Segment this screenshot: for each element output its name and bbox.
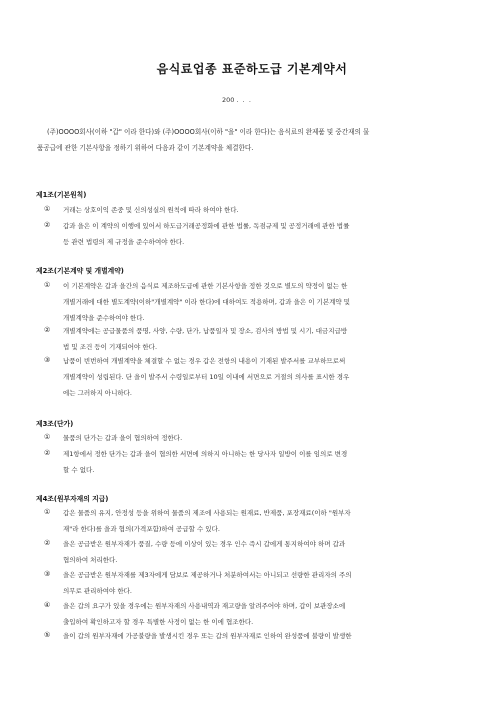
item-number: ① [44,433,51,441]
item-number: ② [44,449,51,457]
item-text-line: 등 관련 법령의 제 규정을 준수하여야 한다. [63,238,185,246]
item-text-line: 할 수 없다. [63,466,95,474]
item-text-line: 출입하여 확인하고자 할 경우 특별한 사정이 없는 한 이에 협조한다. [63,618,254,626]
item-text-line: 을이 갑의 원부자재에 가공불량을 발생시킨 경우 또는 갑의 원부자재로 인하여 완성품에 불량이 발생한 [63,632,352,640]
item-text-line: 개별계약이 성립된다. 단 을이 발주서 수령일로부터 10일 이내에 서면으로 거절의 의사를 표시한 경우 [63,373,350,381]
item-text-line: 협의하여 처리한다. [63,556,118,564]
contract-date: 200 . . . [222,96,251,104]
item-text-line: 물품의 단가는 갑과 을이 협의하여 정한다. [63,434,183,442]
item-text-line: 을은 공급받은 원부자재를 제3자에게 담보로 제공하거나 처분하여서는 아니되고 선량한 관리자의 주의 [63,571,352,579]
item-number: ② [44,539,51,547]
item-text-line: 납품이 빈번하여 개별계약을 체결할 수 없는 경우 갑은 전항의 내용이 기재된 발주서를 교부하므로써 [63,357,346,365]
article-1-title: 제1조(기본원칙) [36,191,87,199]
item-number: ③ [44,570,51,578]
item-number: ① [44,205,51,213]
item-text-line: 에는 그러하지 아니하다. [63,389,132,397]
item-text-line: 이 기본계약은 갑과 을간의 음식료 제조하도급에 관한 기본사항을 정한 것으로 별도의 약정이 없는 한 [63,282,348,290]
item-number: ① [44,508,51,516]
item-number: ③ [44,356,51,364]
item-text-line: 재"라 한다)를 을과 협의(가격포함)하여 공급할 수 있다. [63,525,220,533]
item-text-line: 의무로 관리하여야 한다. [63,587,132,595]
article-3-title: 제3조(단가) [36,420,74,428]
item-text-line: 제1항에서 정한 단가는 갑과 을이 협의한 서면에 의하지 아니하는 한 당사자 일방이 이를 임의로 변경 [63,450,348,458]
item-text-line: 을은 공급받은 원부자재가 품질, 수량 등에 이상이 있는 경우 인수 즉시 갑에게 통지하여야 하며 갑과 [63,540,346,548]
intro-paragraph-line-2: 품공급에 관한 기본사항을 정하기 위하여 다음과 같이 기본계약을 체결한다. [37,144,254,152]
item-text-line: 을은 갑의 요구가 있을 경우에는 원부자재의 사용내역과 재고량을 알려주어야 하며, 갑이 보관장소에 [63,602,346,610]
item-text-line: 법 및 조건 등이 기재되어야 한다. [63,343,158,351]
item-text-line: 개별거래에 대한 별도계약(이하"개별계약" 이라 한다)에 대하여도 적용하며, 갑과 을은 이 기본계약 및 [63,298,351,306]
item-text-line: 거래는 상호이익 존중 및 신의성실의 원칙에 따라 하여야 한다. [63,206,239,214]
item-number: ① [44,281,51,289]
article-4-title: 제4조(원부자재의 지급) [36,495,109,503]
article-2-title: 제2조(기본계약 및 개별계약) [36,267,124,275]
intro-paragraph-line-1: (주)OOOO회사(이하 "갑" 이라 한다)와 (주)OOOO회사(이하 "을" 이라 한다)는 음식료의 완제품 및 중간재의 물 [47,128,370,136]
item-text-line: 갑과 을은 이 계약의 이행에 있어서 하도급거래공정화에 관한 법률, 독점규제 및 공정거래에 관한 법률 [63,222,350,230]
document-title: 음식료업종 표준하도급 기본계약서 [156,62,348,76]
item-number: ④ [44,601,51,609]
item-text-line: 갑은 물품의 유지, 안정성 등을 위하여 물품의 제조에 사용되는 원재료, 반제품, 포장재료(이하 "원부자 [63,509,351,517]
item-number: ② [44,326,51,334]
item-number: ⑤ [44,631,51,639]
item-number: ② [44,221,51,229]
item-text-line: 개별계약에는 공급물품의 품명, 사양, 수량, 단가, 납품일자 및 장소, 검사의 방법 및 시기, 대금지급방 [63,327,348,335]
item-text-line: 개별계약을 준수하여야 한다. [63,314,145,322]
